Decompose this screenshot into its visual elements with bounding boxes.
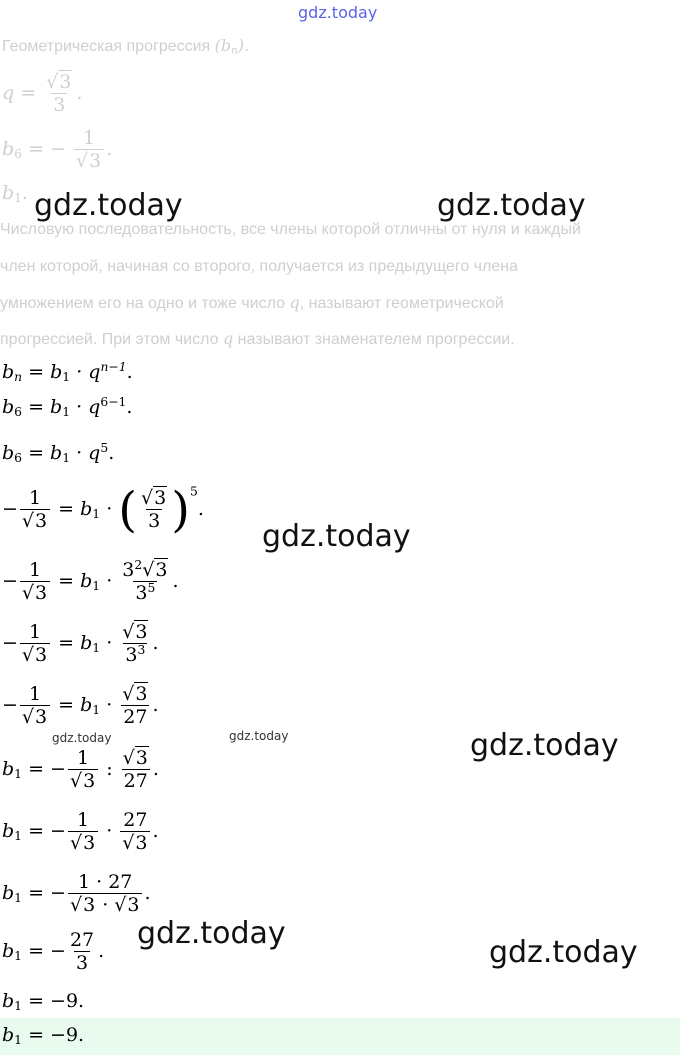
watermark-small: gdz.today — [229, 729, 289, 743]
q-lhs: q = — [2, 81, 37, 104]
site-header-logo[interactable]: gdz.today — [298, 3, 378, 22]
watermark: gdz.today — [470, 728, 619, 763]
watermark: gdz.today — [262, 519, 411, 554]
step-isolate-b1: $b_1$ = − $\frac{1}{√3}$ : $\frac{√3}{27}$ . — [2, 747, 159, 792]
step-expand-power: − $\frac{1}{√3}$ = $b_1$ · $\frac{3^2√3}{3^5}$ . — [2, 558, 179, 604]
condition-title-text: Геометрическая прогрессия — [2, 38, 211, 55]
step-b6-simplified: $b_6 = b_1 \cdot q^5$. — [2, 441, 115, 466]
condition-title-symbol: $(b_n)$. — [214, 36, 250, 57]
final-answer: $b_1 = -9$. — [2, 1024, 85, 1048]
step-reduce-power: − $\frac{1}{√3}$ = $b_1$ · $\frac{√3}{3^3}$ . — [2, 621, 159, 666]
definition-line-3: умножением его на одно и тоже число q, называют геометрической — [0, 293, 504, 312]
step-simplify: $b_1$ = − $\frac{27}{3}$ . — [2, 929, 105, 974]
condition-find: $b_1$. — [2, 182, 29, 206]
definition-line-2: член которой, начиная со второго, получается из предыдущего члена — [0, 258, 518, 275]
step-invert-divisor: $b_1$ = − $\frac{1}{√3}$ · $\frac{27}{√3}$ . — [2, 809, 159, 854]
definition-line-4: прогрессией. При этом число q называют знаменателем прогрессии. — [0, 329, 515, 348]
watermark: gdz.today — [34, 188, 183, 223]
b6-fraction: $\frac{1}{√3}$ — [74, 128, 104, 172]
step-b6-formula: $b_6 = b_1 \cdot q^{6-1}$. — [2, 395, 133, 420]
step-result: $b_1 = -9$. — [2, 990, 85, 1014]
watermark: gdz.today — [437, 188, 586, 223]
step-combine-fractions: $b_1$ = − $\frac{1 \cdot 27}{√3 \cdot √3}$ . — [2, 871, 151, 916]
answer-highlight — [0, 1018, 680, 1055]
condition-q: q = $\frac{√3}{3}$ . — [2, 71, 83, 116]
step-evaluate-power: − $\frac{1}{√3}$ = $b_1$ · $\frac{√3}{27}$ . — [2, 683, 159, 728]
watermark: gdz.today — [137, 916, 286, 951]
watermark-small: gdz.today — [52, 731, 112, 745]
condition-b6: $b_6$ = − $\frac{1}{√3}$ . — [2, 127, 113, 172]
step-formula-general: $b_n = b_1 \cdot q^{n-1}$. — [2, 360, 133, 385]
step-substitute: − $\frac{1}{√3}$ = $b_1$ · ( $\frac{√3}{3}$ )$^5$. — [2, 482, 204, 538]
watermark: gdz.today — [489, 935, 638, 970]
definition-line-1: Числовую последовательность, все члены которой отличны от нуля и каждый — [0, 221, 581, 238]
q-fraction: $\frac{√3}{3}$ — [46, 71, 72, 116]
condition-title — [2, 36, 249, 56]
